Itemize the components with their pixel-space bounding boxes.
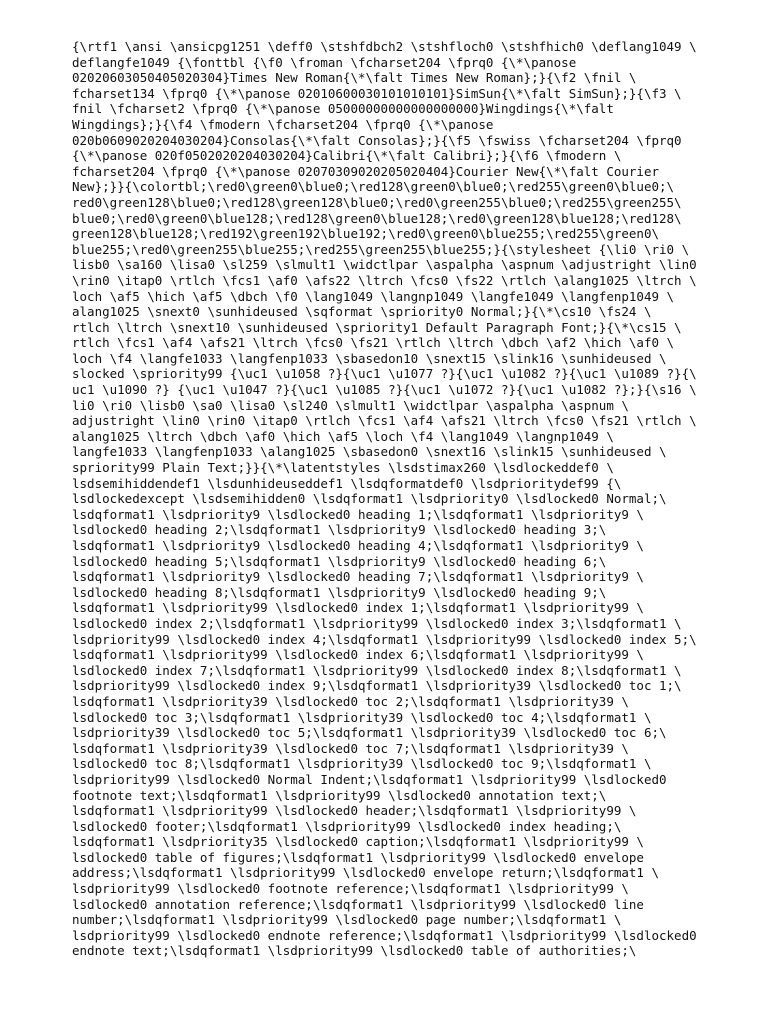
text-line: \rin0 \itap0 \rtlch \fcs1 \af0 \afs22 \ltrch \fcs0 \fs22 \rtlch \alang1025 \ltrch \ — [72, 272, 697, 288]
text-line: address;\lsdqformat1 \lsdpriority99 \lsdlocked0 envelope return;\lsdqformat1 \ — [72, 865, 659, 881]
text-line: uc1 \u1090 ?} {\uc1 \u1047 ?}{\uc1 \u1085 ?}{\uc1 \u1072 ?}{\uc1 \u1082 ?};}{\s16 \ — [72, 382, 697, 398]
text-line: lsdlockedexcept \lsdsemihidden0 \lsdqformat1 \lsdpriority0 \lsdlocked0 Normal;\ — [72, 491, 667, 507]
text-line: alang1025 \snext0 \sunhideused \sqformat \spriority0 Normal;}{\*\cs10 \fs24 \ — [72, 304, 652, 320]
text-line: loch \af5 \hich \af5 \dbch \f0 \lang1049 \langnp1049 \langfe1049 \langfenp1049 \ — [72, 288, 675, 304]
text-line: {\rtf1 \ansi \ansicpg1251 \deff0 \stshfdbch2 \stshfloch0 \stshfhich0 \deflang1049 \ — [72, 39, 697, 54]
text-line: red0\green128\blue0;\red128\green128\blue0;\red0\green255\blue0;\red255\green255\ — [72, 194, 682, 210]
text-line: blue255;\red0\green255\blue255;\red255\green255\blue255;}{\stylesheet {\li0 \ri0 \ — [72, 241, 690, 257]
text-line: lsdqformat1 \lsdpriority39 \lsdlocked0 toc 7;\lsdqformat1 \lsdpriority39 \ — [72, 740, 629, 756]
text-line: lsdqformat1 \lsdpriority9 \lsdlocked0 heading 1;\lsdqformat1 \lsdpriority9 \ — [72, 506, 644, 522]
text-line: fcharset134 \fprq0 {\*\panose 02010600030101010101}SimSun{\*\falt SimSun};}{\f3 \ — [72, 85, 682, 101]
text-line: lsdlocked0 table of figures;\lsdqformat1 \lsdpriority99 \lsdlocked0 envelope — [72, 849, 644, 865]
text-line: lsdqformat1 \lsdpriority9 \lsdlocked0 heading 4;\lsdqformat1 \lsdpriority9 \ — [72, 538, 644, 553]
text-line: endnote text;\lsdqformat1 \lsdpriority99 \lsdlocked0 table of authorities;\ — [72, 943, 637, 959]
text-line: Wingdings};}{\f4 \fmodern \fcharset204 \fprq0 {\*\panose — [72, 116, 494, 132]
text-line: lsdsemihiddendef1 \lsdunhideuseddef1 \lsdqformatdef0 \lsdprioritydef99 {\ — [72, 475, 622, 491]
text-line: adjustright \lin0 \rin0 \itap0 \rtlch \fcs1 \af4 \afs21 \ltrch \fcs0 \fs21 \rtlch \ — [72, 413, 697, 429]
text-line: deflangfe1049 {\fonttbl {\f0 \froman \fcharset204 \fprq0 {\*\panose — [72, 54, 577, 70]
text-line: lsdpriority99 \lsdlocked0 Normal Indent;\lsdqformat1 \lsdpriority99 \lsdlocked0 — [72, 771, 667, 787]
text-line: lsdqformat1 \lsdpriority39 \lsdlocked0 toc 2;\lsdqformat1 \lsdpriority39 \ — [72, 693, 629, 709]
text-line: lsdqformat1 \lsdpriority99 \lsdlocked0 index 1;\lsdqformat1 \lsdpriority99 \ — [72, 600, 644, 616]
text-line: loch \f4 \langfe1033 \langfenp1033 \sbasedon10 \snext15 \slink16 \sunhideused \ — [72, 350, 667, 366]
text-line: lsdpriority99 \lsdlocked0 index 4;\lsdqformat1 \lsdpriority99 \lsdlocked0 index 5;\ — [72, 631, 697, 647]
text-line: spriority99 Plain Text;}}{\*\latentstyles \lsdstimax260 \lsdlockeddef0 \ — [72, 460, 614, 476]
text-line: lsdqformat1 \lsdpriority35 \lsdlocked0 caption;\lsdqformat1 \lsdpriority99 \ — [72, 834, 644, 850]
text-line: blue0;\red0\green0\blue128;\red128\green0\blue128;\red0\green128\blue128;\red128\ — [72, 210, 682, 226]
text-line: 020b0609020204030204}Consolas{\*\falt Consolas};}{\f5 \fswiss \fcharset204 \fprq0 — [72, 132, 682, 148]
text-line: lsdlocked0 heading 5;\lsdqformat1 \lsdpriority9 \lsdlocked0 heading 6;\ — [72, 553, 607, 569]
text-line: lsdlocked0 index 2;\lsdqformat1 \lsdpriority99 \lsdlocked0 index 3;\lsdqformat1 \ — [72, 615, 682, 631]
text-line: langfe1033 \langfenp1033 \alang1025 \sbasedon0 \snext16 \slink15 \sunhideused \ — [72, 444, 667, 460]
text-line: 02020603050405020304}Times New Roman{\*\falt Times New Roman};}{\f2 \fnil \ — [72, 70, 637, 86]
text-line: lsdqformat1 \lsdpriority99 \lsdlocked0 index 6;\lsdqformat1 \lsdpriority99 \ — [72, 647, 644, 663]
text-line: {\*\panose 020f0502020204030204}Calibri{\*\falt Calibri};}{\f6 \fmodern \ — [72, 148, 622, 164]
text-line: fnil \fcharset2 \fprq0 {\*\panose 05000000000000000000}Wingdings{\*\falt — [72, 101, 614, 117]
text-line: lsdlocked0 heading 8;\lsdqformat1 \lsdpriority9 \lsdlocked0 heading 9;\ — [72, 584, 607, 600]
text-line: lsdlocked0 annotation reference;\lsdqformat1 \lsdpriority99 \lsdlocked0 line — [72, 896, 644, 912]
text-line: green128\blue128;\red192\green192\blue192;\red0\green0\blue255;\red255\green0\ — [72, 226, 659, 242]
text-line: li0 \ri0 \lisb0 \sa0 \lisa0 \sl240 \slmult1 \widctlpar \aspalpha \aspnum \ — [72, 397, 629, 413]
text-line: lsdqformat1 \lsdpriority99 \lsdlocked0 header;\lsdqformat1 \lsdpriority99 \ — [72, 803, 637, 819]
text-line: lisb0 \sa160 \lisa0 \sl259 \slmult1 \widctlpar \aspalpha \aspnum \adjustright \lin0 — [72, 257, 697, 273]
text-line: lsdqformat1 \lsdpriority9 \lsdlocked0 heading 7;\lsdqformat1 \lsdpriority9 \ — [72, 569, 644, 585]
text-line: rtlch \ltrch \snext10 \sunhideused \spriority1 Default Paragraph Font;}{\*\cs15 \ — [72, 319, 682, 335]
rtf-source-text — [72, 39, 712, 959]
text-line: number;\lsdqformat1 \lsdpriority99 \lsdlocked0 page number;\lsdqformat1 \ — [72, 912, 622, 928]
text-line: slocked \spriority99 {\uc1 \u1058 ?}{\uc1 \u1077 ?}{\uc1 \u1082 ?}{\uc1 \u1089 ?}{\ — [72, 366, 697, 382]
text-line: lsdpriority99 \lsdlocked0 footnote reference;\lsdqformat1 \lsdpriority99 \ — [72, 881, 629, 897]
text-line: lsdpriority99 \lsdlocked0 index 9;\lsdqformat1 \lsdpriority39 \lsdlocked0 toc 1;\ — [72, 678, 682, 694]
text-line: lsdpriority39 \lsdlocked0 toc 5;\lsdqformat1 \lsdpriority39 \lsdlocked0 toc 6;\ — [72, 725, 667, 741]
text-line: lsdlocked0 toc 3;\lsdqformat1 \lsdpriority39 \lsdlocked0 toc 4;\lsdqformat1 \ — [72, 709, 652, 725]
text-line: lsdlocked0 index 7;\lsdqformat1 \lsdpriority99 \lsdlocked0 index 8;\lsdqformat1 \ — [72, 662, 682, 678]
text-line: rtlch \fcs1 \af4 \afs21 \ltrch \fcs0 \fs21 \rtlch \ltrch \dbch \af2 \hich \af0 \ — [72, 335, 675, 351]
text-line: alang1025 \ltrch \dbch \af0 \hich \af5 \loch \f4 \lang1049 \langnp1049 \ — [72, 428, 614, 444]
text-line: lsdlocked0 footer;\lsdqformat1 \lsdpriority99 \lsdlocked0 index heading;\ — [72, 818, 622, 834]
text-line: New};}}{\colortbl;\red0\green0\blue0;\red128\green0\blue0;\red255\green0\blue0;\ — [72, 179, 675, 195]
text-line: lsdlocked0 heading 2;\lsdqformat1 \lsdpriority9 \lsdlocked0 heading 3;\ — [72, 522, 607, 538]
text-line: lsdlocked0 toc 8;\lsdqformat1 \lsdpriority39 \lsdlocked0 toc 9;\lsdqformat1 \ — [72, 756, 652, 772]
text-line: lsdpriority99 \lsdlocked0 endnote reference;\lsdqformat1 \lsdpriority99 \lsdlocked0 — [72, 927, 697, 943]
text-line: footnote text;\lsdqformat1 \lsdpriority99 \lsdlocked0 annotation text;\ — [72, 787, 607, 803]
text-line: fcharset204 \fprq0 {\*\panose 02070309020205020404}Courier New{\*\falt Courier — [72, 163, 659, 179]
